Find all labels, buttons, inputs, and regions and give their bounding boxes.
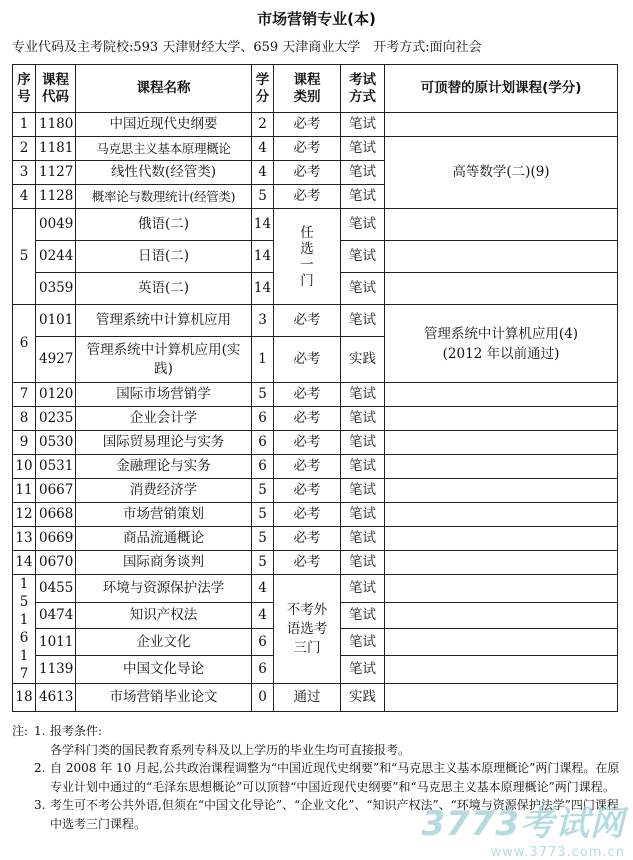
cell-name: 环境与资源保护法学 xyxy=(76,575,252,603)
cell-type: 必考 xyxy=(274,337,341,383)
cell-replace xyxy=(385,527,618,551)
cell-name: 英语(二) xyxy=(76,273,252,305)
cell-type-nolang xyxy=(274,575,341,684)
cell-type: 必考 xyxy=(274,185,341,209)
cell-type: 必考 xyxy=(274,551,341,575)
cell-replace xyxy=(385,629,618,656)
cell-code: 0531 xyxy=(36,455,76,479)
header-replace: 可顶替的原计划课程(学分) xyxy=(385,65,618,113)
cell-type: 必考 xyxy=(274,503,341,527)
cell-exam: 笔试 xyxy=(341,629,385,656)
cell-exam: 笔试 xyxy=(341,656,385,684)
cell-replace xyxy=(385,273,618,305)
cell-exam: 笔试 xyxy=(341,305,385,337)
cell-type: 必考 xyxy=(274,113,341,137)
table-row xyxy=(13,407,618,431)
cell-type: 必考 xyxy=(274,383,341,407)
cell-credit: 5 xyxy=(252,503,274,527)
cell-exam: 笔试 xyxy=(341,113,385,137)
cell-credit: 14 xyxy=(252,209,274,241)
elective-label: 任选一门 xyxy=(300,224,314,289)
cell-name: 概率论与数理统计(经管类) xyxy=(76,185,252,209)
table-row xyxy=(13,305,618,337)
cell-credit: 6 xyxy=(252,431,274,455)
cell-credit: 6 xyxy=(252,629,274,656)
note-number: 3. xyxy=(34,798,46,813)
note-number: 2. xyxy=(34,761,46,776)
cell-replace xyxy=(385,241,618,273)
table-row xyxy=(13,209,618,241)
cell-seq: 2 xyxy=(13,137,36,161)
cell-name: 国际贸易理论与实务 xyxy=(76,431,252,455)
table-row xyxy=(13,503,618,527)
cell-credit: 5 xyxy=(252,383,274,407)
cell-credit: 4 xyxy=(252,603,274,629)
cell-replace xyxy=(385,209,618,241)
cell-credit: 6 xyxy=(252,407,274,431)
cell-exam: 笔试 xyxy=(341,575,385,603)
cell-type: 必考 xyxy=(274,407,341,431)
cell-code: 4613 xyxy=(36,684,76,712)
cell-seq: 5 xyxy=(13,209,36,305)
cell-exam: 笔试 xyxy=(341,479,385,503)
cell-credit: 6 xyxy=(252,656,274,684)
table-row xyxy=(13,479,618,503)
cell-exam: 笔试 xyxy=(341,273,385,305)
cell-code: 0101 xyxy=(36,305,76,337)
cell-replace xyxy=(385,479,618,503)
cell-replace-math: 高等数学(二)(9) xyxy=(385,137,618,209)
cell-name: 商品流通概论 xyxy=(76,527,252,551)
cell-credit: 1 xyxy=(252,337,274,383)
cell-name: 国际商务谈判 xyxy=(76,551,252,575)
cell-seq: 10 xyxy=(13,455,36,479)
cell-type: 必考 xyxy=(274,305,341,337)
cell-type-elective xyxy=(274,209,341,305)
cell-exam: 笔试 xyxy=(341,551,385,575)
cell-name: 市场营销策划 xyxy=(76,503,252,527)
cell-credit: 0 xyxy=(252,684,274,712)
table-row xyxy=(13,455,618,479)
cell-exam: 笔试 xyxy=(341,431,385,455)
cell-seq: 18 xyxy=(13,684,36,712)
cell-exam: 笔试 xyxy=(341,503,385,527)
cell-replace xyxy=(385,575,618,603)
header-type: 课程 类别 xyxy=(274,65,341,113)
cell-name: 中国文化导论 xyxy=(76,656,252,684)
course-table xyxy=(12,64,618,712)
header-row xyxy=(13,65,618,113)
cell-type: 必考 xyxy=(274,527,341,551)
cell-replace xyxy=(385,603,618,629)
cell-exam: 笔试 xyxy=(341,185,385,209)
cell-exam: 笔试 xyxy=(341,161,385,185)
cell-replace-computer: 管理系统中计算机应用(4) (2012 年以前通过) xyxy=(385,305,618,383)
cell-credit: 2 xyxy=(252,113,274,137)
cell-type: 必考 xyxy=(274,431,341,455)
cell-code: 0669 xyxy=(36,527,76,551)
cell-code: 0668 xyxy=(36,503,76,527)
note-3 xyxy=(12,796,622,833)
cell-name: 市场营销毕业论文 xyxy=(76,684,252,712)
cell-credit: 4 xyxy=(252,161,274,185)
cell-code: 1139 xyxy=(36,656,76,684)
cell-replace xyxy=(385,455,618,479)
note-1-body: 各学科门类的国民教育系列专科及以上学历的毕业生均可直接报考。 xyxy=(50,742,411,757)
table-row xyxy=(13,527,618,551)
cell-credit: 14 xyxy=(252,241,274,273)
note-3-body: 考生可不考公共外语,但须在“中国文化导论”、“企业文化”、“知识产权法”、“环境与资源保护法学”四门课程中选考三门课程。 xyxy=(50,798,619,831)
cell-name: 俄语(二) xyxy=(76,209,252,241)
cell-name: 知识产权法 xyxy=(76,603,252,629)
watermark-brand: 3773考试网 xyxy=(421,804,625,844)
cell-credit: 14 xyxy=(252,273,274,305)
nolang-label: 不考外语选考三门 xyxy=(286,601,328,656)
cell-credit: 5 xyxy=(252,551,274,575)
cell-credit: 3 xyxy=(252,305,274,337)
cell-exam: 笔试 xyxy=(341,455,385,479)
cell-code: 0244 xyxy=(36,241,76,273)
note-2-body: 自 2008 年 10 月起,公共政治课程调整为“中国近现代史纲要”和“马克思主义基本原理概论”两门课程。在原专业计划中通过的“毛泽东思想概论”可以顶替“中国近现代史纲要”和“马克思主义基本原理概论”两门课程。 xyxy=(50,761,620,794)
note-2 xyxy=(12,759,622,796)
cell-seq: 3 xyxy=(13,161,36,185)
cell-type: 必考 xyxy=(274,479,341,503)
seq-group-label: 15 16 17 xyxy=(19,576,29,682)
cell-code: 1128 xyxy=(36,185,76,209)
table-row xyxy=(13,383,618,407)
note-number: 1. xyxy=(34,724,46,738)
table-row xyxy=(13,551,618,575)
cell-name: 中国近现代史纲要 xyxy=(76,113,252,137)
cell-type: 必考 xyxy=(274,455,341,479)
cell-name: 金融理论与实务 xyxy=(76,455,252,479)
cell-seq: 13 xyxy=(13,527,36,551)
cell-type: 必考 xyxy=(274,161,341,185)
cell-credit: 5 xyxy=(252,527,274,551)
cell-code: 0049 xyxy=(36,209,76,241)
cell-exam: 笔试 xyxy=(341,137,385,161)
cell-code: 1180 xyxy=(36,113,76,137)
cell-code: 0235 xyxy=(36,407,76,431)
cell-code: 0455 xyxy=(36,575,76,603)
cell-code: 0474 xyxy=(36,603,76,629)
cell-exam: 实践 xyxy=(341,684,385,712)
cell-name: 国际市场营销学 xyxy=(76,383,252,407)
cell-seq: 1 xyxy=(13,113,36,137)
cell-code: 1181 xyxy=(36,137,76,161)
note-1 xyxy=(12,722,622,741)
cell-name: 管理系统中计算机应用(实践) xyxy=(76,337,252,383)
cell-code: 1127 xyxy=(36,161,76,185)
cell-replace xyxy=(385,684,618,712)
cell-seq: 14 xyxy=(13,551,36,575)
notes-section xyxy=(12,722,622,834)
cell-credit: 5 xyxy=(252,479,274,503)
header-credit: 学 分 xyxy=(252,65,274,113)
cell-replace xyxy=(385,407,618,431)
cell-type: 通过 xyxy=(274,684,341,712)
cell-code: 0120 xyxy=(36,383,76,407)
cell-replace xyxy=(385,431,618,455)
cell-code: 0670 xyxy=(36,551,76,575)
cell-type: 必考 xyxy=(274,137,341,161)
header-exam: 考试 方式 xyxy=(341,65,385,113)
cell-seq: 8 xyxy=(13,407,36,431)
notes-label: 注: xyxy=(12,724,29,738)
cell-seq xyxy=(13,575,36,684)
cell-code: 1011 xyxy=(36,629,76,656)
cell-exam: 笔试 xyxy=(341,603,385,629)
cell-replace xyxy=(385,656,618,684)
table-row xyxy=(13,575,618,603)
cell-seq: 6 xyxy=(13,305,36,383)
cell-exam: 笔试 xyxy=(341,407,385,431)
table-row xyxy=(13,137,618,161)
table-row xyxy=(13,113,618,137)
cell-name: 马克思主义基本原理概论 xyxy=(76,137,252,161)
cell-exam: 笔试 xyxy=(341,383,385,407)
cell-name: 企业文化 xyxy=(76,629,252,656)
cell-exam: 实践 xyxy=(341,337,385,383)
cell-replace xyxy=(385,503,618,527)
cell-replace xyxy=(385,383,618,407)
cell-code: 0359 xyxy=(36,273,76,305)
header-name: 课程名称 xyxy=(76,65,252,113)
cell-code: 4927 xyxy=(36,337,76,383)
cell-name: 消费经济学 xyxy=(76,479,252,503)
cell-credit: 4 xyxy=(252,575,274,603)
cell-replace xyxy=(385,551,618,575)
cell-seq: 11 xyxy=(13,479,36,503)
cell-seq: 9 xyxy=(13,431,36,455)
note-title: 报考条件: xyxy=(50,724,103,738)
cell-exam: 笔试 xyxy=(341,527,385,551)
header-seq: 序 号 xyxy=(13,65,36,113)
table-row xyxy=(13,684,618,712)
cell-seq: 4 xyxy=(13,185,36,209)
subtitle: 专业代码及主考院校:593 天津财经大学、659 天津商业大学 开考方式:面向社会 xyxy=(12,40,482,55)
header-code: 课程 代码 xyxy=(36,65,76,113)
cell-credit: 6 xyxy=(252,455,274,479)
cell-name: 日语(二) xyxy=(76,241,252,273)
cell-code: 0530 xyxy=(36,431,76,455)
table-row xyxy=(13,431,618,455)
cell-credit: 4 xyxy=(252,137,274,161)
page-title: 市场营销专业(本) xyxy=(257,10,376,28)
cell-name: 管理系统中计算机应用 xyxy=(76,305,252,337)
cell-seq: 7 xyxy=(13,383,36,407)
cell-replace xyxy=(385,113,618,137)
cell-credit: 5 xyxy=(252,185,274,209)
cell-exam: 笔试 xyxy=(341,241,385,273)
cell-exam: 笔试 xyxy=(341,209,385,241)
cell-seq: 12 xyxy=(13,503,36,527)
cell-name: 企业会计学 xyxy=(76,407,252,431)
watermark-url: www.3773.com.cn xyxy=(490,845,625,860)
cell-name: 线性代数(经管类) xyxy=(76,161,252,185)
cell-code: 0667 xyxy=(36,479,76,503)
